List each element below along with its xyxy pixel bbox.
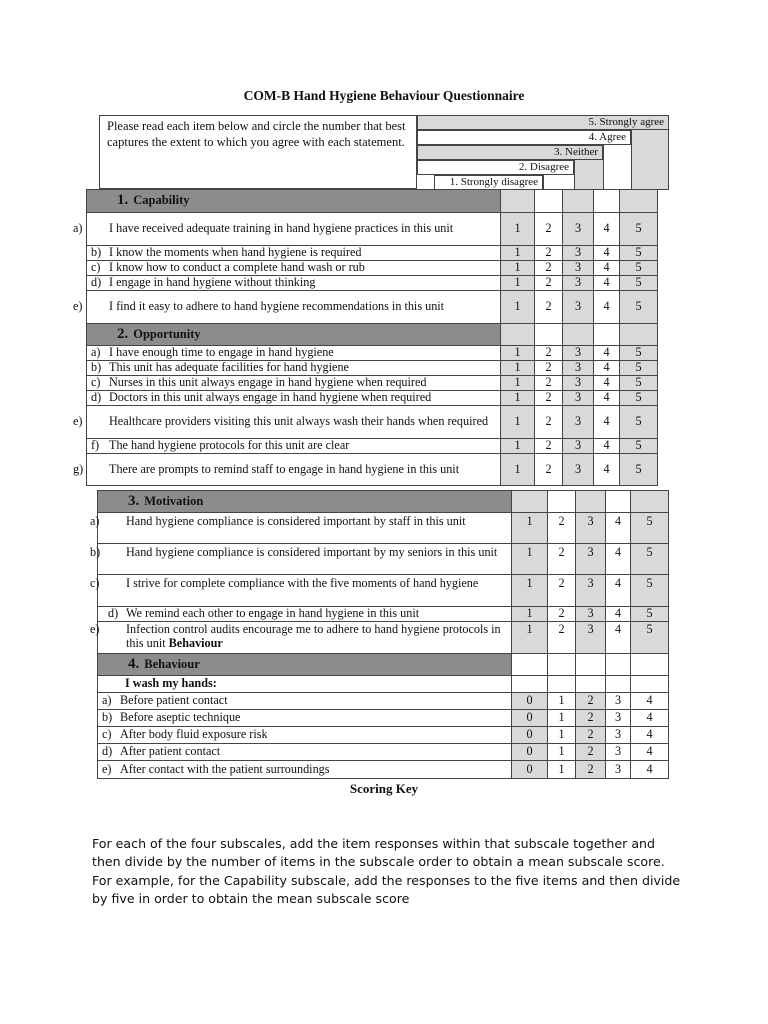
section-header-motivation bbox=[98, 491, 669, 513]
option-4[interactable]: 4 bbox=[594, 376, 620, 391]
section-number: 4. bbox=[128, 655, 140, 672]
option-4[interactable]: 4 bbox=[606, 544, 631, 575]
item-text: c) I know how to conduct a complete hand wash or rub bbox=[87, 261, 501, 276]
option-4[interactable]: 4 bbox=[594, 361, 620, 376]
option-3[interactable]: 3 bbox=[576, 575, 606, 607]
option-1[interactable]: 1 bbox=[548, 761, 576, 779]
item-text: g) There are prompts to remind staff to engage in hand hygiene in this unit bbox=[87, 454, 501, 486]
section-label: Motivation bbox=[144, 493, 204, 508]
option-4[interactable]: 4 bbox=[594, 346, 620, 361]
option-5[interactable]: 5 bbox=[631, 575, 669, 607]
option-2[interactable]: 2 bbox=[535, 361, 563, 376]
behaviour-subheading: I wash my hands: bbox=[98, 676, 512, 693]
option-1[interactable]: 1 bbox=[548, 693, 576, 710]
option-5[interactable]: 5 bbox=[620, 346, 658, 361]
option-1[interactable]: 1 bbox=[548, 727, 576, 744]
option-5[interactable]: 5 bbox=[631, 544, 669, 575]
option-3[interactable]: 3 bbox=[606, 727, 631, 744]
option-3[interactable]: 3 bbox=[563, 276, 594, 291]
option-0[interactable]: 0 bbox=[512, 727, 548, 744]
table-row bbox=[98, 544, 669, 575]
option-2[interactable]: 2 bbox=[535, 406, 563, 439]
option-4[interactable]: 4 bbox=[594, 391, 620, 406]
option-4[interactable]: 4 bbox=[594, 276, 620, 291]
section-label: Behaviour bbox=[144, 656, 200, 671]
option-2[interactable]: 2 bbox=[535, 291, 563, 324]
option-4[interactable]: 4 bbox=[631, 710, 669, 727]
item-text: d) We remind each other to engage in hand hygiene in this unit bbox=[98, 607, 512, 622]
table-row bbox=[87, 261, 658, 276]
option-3[interactable]: 3 bbox=[563, 291, 594, 324]
scale-label-strongly-agree: 5. Strongly agree bbox=[417, 115, 669, 130]
item-text: a) Before patient contact bbox=[98, 693, 512, 710]
option-1[interactable]: 1 bbox=[501, 406, 535, 439]
option-4[interactable]: 4 bbox=[631, 693, 669, 710]
table-row bbox=[87, 439, 658, 454]
table-row bbox=[98, 727, 669, 744]
option-1[interactable]: 1 bbox=[501, 346, 535, 361]
option-5[interactable]: 5 bbox=[620, 361, 658, 376]
section-label: Capability bbox=[133, 193, 190, 208]
scale-label-neither: 3. Neither bbox=[417, 145, 603, 160]
option-5[interactable]: 5 bbox=[620, 391, 658, 406]
option-1[interactable]: 1 bbox=[548, 710, 576, 727]
option-0[interactable]: 0 bbox=[512, 761, 548, 779]
option-2[interactable]: 2 bbox=[535, 213, 563, 246]
option-1[interactable]: 1 bbox=[512, 622, 548, 654]
motivation-behaviour-table bbox=[90, 490, 669, 779]
item-text: b) Hand hygiene compliance is considered important by my seniors in this unit bbox=[98, 544, 512, 575]
option-1[interactable]: 1 bbox=[548, 744, 576, 761]
option-2[interactable]: 2 bbox=[548, 544, 576, 575]
option-5[interactable]: 5 bbox=[620, 376, 658, 391]
option-4[interactable]: 4 bbox=[606, 607, 631, 622]
option-3[interactable]: 3 bbox=[563, 376, 594, 391]
option-3[interactable]: 3 bbox=[563, 406, 594, 439]
option-3[interactable]: 3 bbox=[563, 346, 594, 361]
item-text: c) After body fluid exposure risk bbox=[98, 727, 512, 744]
option-4[interactable]: 4 bbox=[606, 513, 631, 544]
option-4[interactable]: 4 bbox=[594, 291, 620, 324]
section-header-opportunity bbox=[87, 324, 658, 346]
option-4[interactable]: 4 bbox=[631, 727, 669, 744]
option-4[interactable]: 4 bbox=[594, 439, 620, 454]
table-row bbox=[98, 693, 669, 710]
item-text: f) The hand hygiene protocols for this unit are clear bbox=[87, 439, 501, 454]
item-text: e) Healthcare providers visiting this unit always wash their hands when required bbox=[87, 406, 501, 439]
option-2[interactable]: 2 bbox=[576, 744, 606, 761]
option-2[interactable]: 2 bbox=[576, 710, 606, 727]
section-number: 2. bbox=[117, 325, 129, 342]
option-3[interactable]: 3 bbox=[563, 361, 594, 376]
table-row bbox=[87, 376, 658, 391]
option-2[interactable]: 2 bbox=[548, 622, 576, 654]
option-1[interactable]: 1 bbox=[512, 607, 548, 622]
section-label: Opportunity bbox=[133, 326, 201, 341]
option-2[interactable]: 2 bbox=[576, 727, 606, 744]
option-2[interactable]: 2 bbox=[535, 346, 563, 361]
option-5[interactable]: 5 bbox=[631, 513, 669, 544]
option-5[interactable]: 5 bbox=[620, 439, 658, 454]
option-2[interactable]: 2 bbox=[535, 439, 563, 454]
option-3[interactable]: 3 bbox=[576, 622, 606, 654]
option-1[interactable]: 1 bbox=[501, 291, 535, 324]
option-3[interactable]: 3 bbox=[606, 744, 631, 761]
option-4[interactable]: 4 bbox=[594, 454, 620, 486]
item-text: d) I engage in hand hygiene without thinking bbox=[87, 276, 501, 291]
option-4[interactable]: 4 bbox=[631, 761, 669, 779]
item-text: a) Hand hygiene compliance is considered important by staff in this unit bbox=[98, 513, 512, 544]
option-1[interactable]: 1 bbox=[512, 575, 548, 607]
capability-opportunity-table bbox=[73, 189, 658, 486]
table-row bbox=[98, 710, 669, 727]
section-header-behaviour bbox=[98, 654, 669, 676]
instructions-box: Please read each item below and circle the number that best captures the extent to which you agree with each statement. bbox=[99, 115, 417, 189]
scale-label-strongly-disagree: 1. Strongly disagree bbox=[434, 175, 543, 190]
section-number: 3. bbox=[128, 492, 140, 509]
option-1[interactable]: 1 bbox=[512, 544, 548, 575]
option-4[interactable]: 4 bbox=[594, 246, 620, 261]
table-row bbox=[87, 276, 658, 291]
table-row bbox=[98, 744, 669, 761]
option-2[interactable]: 2 bbox=[535, 246, 563, 261]
scoring-key-text: For each of the four subscales, add the item responses within that subscale together and then divide by the number of items in the subscale order to obtain a mean subscale score. For example, for the Capability subscale, add the responses to the five items and then divide by five in order to obtain the mean subscale score bbox=[92, 836, 681, 906]
table-row bbox=[87, 361, 658, 376]
option-3[interactable]: 3 bbox=[563, 391, 594, 406]
item-text: c) I strive for complete compliance with the five moments of hand hygiene bbox=[98, 575, 512, 607]
option-2[interactable]: 2 bbox=[535, 454, 563, 486]
option-5[interactable]: 5 bbox=[620, 291, 658, 324]
option-1[interactable]: 1 bbox=[501, 213, 535, 246]
item-text: b) Before aseptic technique bbox=[98, 710, 512, 727]
option-3[interactable]: 3 bbox=[606, 710, 631, 727]
option-2[interactable]: 2 bbox=[548, 513, 576, 544]
option-1[interactable]: 1 bbox=[501, 376, 535, 391]
option-4[interactable]: 4 bbox=[594, 213, 620, 246]
table-row bbox=[98, 513, 669, 544]
scale-label-disagree: 2. Disagree bbox=[417, 160, 574, 175]
table-row bbox=[98, 622, 669, 654]
option-2[interactable]: 2 bbox=[535, 261, 563, 276]
option-4[interactable]: 4 bbox=[594, 406, 620, 439]
option-0[interactable]: 0 bbox=[512, 693, 548, 710]
option-3[interactable]: 3 bbox=[576, 544, 606, 575]
option-1[interactable]: 1 bbox=[501, 276, 535, 291]
option-1[interactable]: 1 bbox=[512, 513, 548, 544]
option-1[interactable]: 1 bbox=[501, 439, 535, 454]
page-title: COM-B Hand Hygiene Behaviour Questionnaire bbox=[243, 88, 525, 103]
scale-label-agree: 4. Agree bbox=[417, 130, 631, 145]
table-row bbox=[87, 406, 658, 439]
option-1[interactable]: 1 bbox=[501, 361, 535, 376]
item-text: b) I know the moments when hand hygiene is required bbox=[87, 246, 501, 261]
table-row bbox=[87, 291, 658, 324]
option-1[interactable]: 1 bbox=[501, 454, 535, 486]
item-text: d) Doctors in this unit always engage in hand hygiene when required bbox=[87, 391, 501, 406]
option-3[interactable]: 3 bbox=[606, 761, 631, 779]
option-5[interactable]: 5 bbox=[631, 607, 669, 622]
section-header-capability bbox=[87, 190, 658, 213]
item-text: c) Nurses in this unit always engage in hand hygiene when required bbox=[87, 376, 501, 391]
option-3[interactable]: 3 bbox=[576, 513, 606, 544]
table-row bbox=[87, 346, 658, 361]
behaviour-subheading-row bbox=[98, 676, 669, 693]
table-row bbox=[98, 607, 669, 622]
item-text: b) This unit has adequate facilities for hand hygiene bbox=[87, 361, 501, 376]
option-2[interactable]: 2 bbox=[548, 607, 576, 622]
table-row bbox=[87, 391, 658, 406]
option-5[interactable]: 5 bbox=[620, 213, 658, 246]
option-2[interactable]: 2 bbox=[576, 693, 606, 710]
option-4[interactable]: 4 bbox=[631, 744, 669, 761]
option-5[interactable]: 5 bbox=[620, 454, 658, 486]
table-row bbox=[87, 213, 658, 246]
item-text: e) I find it easy to adhere to hand hygiene recommendations in this unit bbox=[87, 291, 501, 324]
option-5[interactable]: 5 bbox=[620, 261, 658, 276]
option-2[interactable]: 2 bbox=[548, 575, 576, 607]
item-text: e) Infection control audits encourage me to adhere to hand hygiene protocols in this unit Behaviour bbox=[98, 622, 512, 654]
option-1[interactable]: 1 bbox=[501, 391, 535, 406]
option-3[interactable]: 3 bbox=[576, 607, 606, 622]
scoring-key-title: Scoring Key bbox=[349, 781, 419, 796]
section-number: 1. bbox=[117, 192, 129, 209]
item-text: e) After contact with the patient surroundings bbox=[98, 761, 512, 779]
option-3[interactable]: 3 bbox=[563, 213, 594, 246]
option-1[interactable]: 1 bbox=[501, 261, 535, 276]
option-4[interactable]: 4 bbox=[606, 622, 631, 654]
option-2[interactable]: 2 bbox=[535, 276, 563, 291]
option-5[interactable]: 5 bbox=[631, 622, 669, 654]
option-1[interactable]: 1 bbox=[501, 246, 535, 261]
option-4[interactable]: 4 bbox=[606, 575, 631, 607]
item-text: a) I have enough time to engage in hand hygiene bbox=[87, 346, 501, 361]
table-row bbox=[98, 575, 669, 607]
option-4[interactable]: 4 bbox=[594, 261, 620, 276]
option-3[interactable]: 3 bbox=[563, 454, 594, 486]
option-3[interactable]: 3 bbox=[606, 693, 631, 710]
scale-header bbox=[417, 115, 669, 190]
option-5[interactable]: 5 bbox=[620, 276, 658, 291]
option-0[interactable]: 0 bbox=[512, 710, 548, 727]
option-2[interactable]: 2 bbox=[576, 761, 606, 779]
option-0[interactable]: 0 bbox=[512, 744, 548, 761]
item-text: d) After patient contact bbox=[98, 744, 512, 761]
table-row bbox=[87, 246, 658, 261]
item-text: a) I have received adequate training in hand hygiene practices in this unit bbox=[87, 213, 501, 246]
option-2[interactable]: 2 bbox=[535, 376, 563, 391]
option-2[interactable]: 2 bbox=[535, 391, 563, 406]
option-3[interactable]: 3 bbox=[563, 246, 594, 261]
table-row bbox=[87, 454, 658, 486]
option-5[interactable]: 5 bbox=[620, 406, 658, 439]
table-row bbox=[98, 761, 669, 779]
option-3[interactable]: 3 bbox=[563, 261, 594, 276]
option-5[interactable]: 5 bbox=[620, 246, 658, 261]
option-3[interactable]: 3 bbox=[563, 439, 594, 454]
